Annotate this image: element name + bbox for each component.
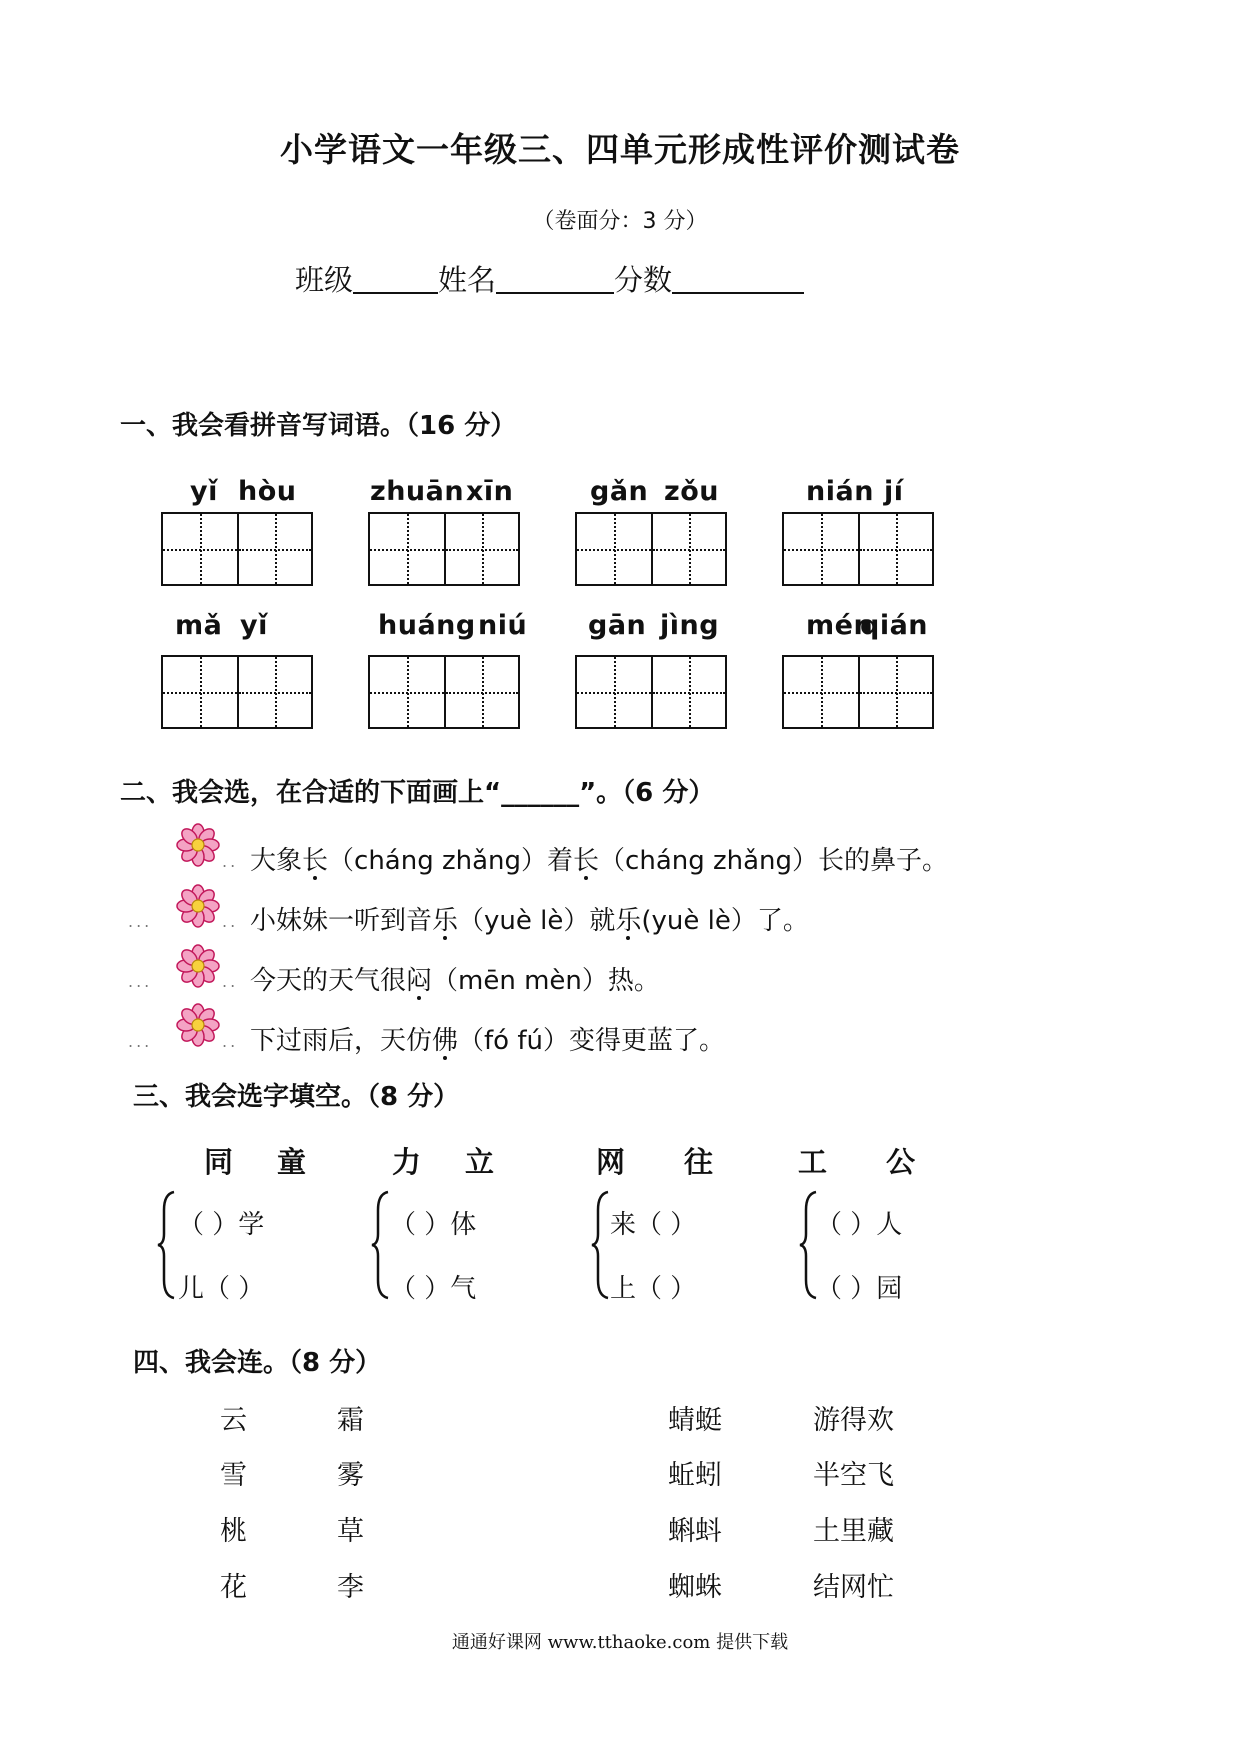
- pinyin: gǎn: [590, 476, 649, 507]
- fill-blank-item[interactable]: 上（ ）: [610, 1274, 697, 1304]
- match-word[interactable]: 李: [337, 1572, 364, 1603]
- section2-heading: 二、我会选，在合适的下面画上“______”。（6 分）: [120, 778, 715, 808]
- section1-heading: 一、我会看拼音写词语。（16 分）: [120, 411, 517, 441]
- match-word[interactable]: 游得欢: [813, 1405, 894, 1436]
- dotted-leader: ..: [222, 972, 239, 991]
- pinyin: qián: [860, 610, 929, 641]
- choice-char: 工: [798, 1145, 828, 1179]
- match-word[interactable]: 桃: [220, 1516, 247, 1547]
- match-word[interactable]: 云: [220, 1405, 247, 1436]
- writing-grid[interactable]: [782, 655, 934, 729]
- pinyin: zǒu: [664, 476, 719, 507]
- brace-icon: [156, 1190, 178, 1300]
- match-word[interactable]: 蜘蛛: [668, 1572, 722, 1603]
- dotted-leader: ...: [128, 912, 153, 931]
- writing-grid[interactable]: [782, 512, 934, 586]
- dotted-leader: ...: [128, 972, 153, 991]
- class-label: 班级: [295, 263, 354, 297]
- choice-char: 往: [684, 1145, 714, 1179]
- class-blank[interactable]: [353, 262, 438, 294]
- match-word[interactable]: 结网忙: [813, 1572, 894, 1603]
- match-word[interactable]: 花: [220, 1572, 247, 1603]
- dotted-leader: ...: [128, 1032, 153, 1051]
- match-word[interactable]: 雪: [220, 1460, 247, 1491]
- match-word[interactable]: 蚯蚓: [668, 1460, 722, 1491]
- writing-grid[interactable]: [368, 512, 520, 586]
- writing-grid[interactable]: [161, 655, 313, 729]
- flower-icon: [176, 823, 220, 867]
- sentence-2: 小妹妹一听到音乐（yuè lè）就乐(yuè lè）了。: [250, 906, 809, 936]
- choice-char: 力: [392, 1145, 422, 1179]
- dotted-leader: ..: [222, 852, 239, 871]
- fill-blank-item[interactable]: （ ）学: [178, 1210, 265, 1240]
- writing-grid[interactable]: [575, 655, 727, 729]
- match-word[interactable]: 土里藏: [813, 1516, 894, 1547]
- page-title: 小学语文一年级三、四单元形成性评价测试卷: [280, 130, 960, 169]
- fill-blank-item[interactable]: （ ）人: [816, 1210, 903, 1240]
- name-label: 姓名: [438, 263, 497, 297]
- fill-blank-item[interactable]: 来（ ）: [610, 1210, 697, 1240]
- pinyin: niú: [478, 610, 528, 641]
- choice-char: 网: [596, 1145, 626, 1179]
- name-blank[interactable]: [496, 262, 614, 294]
- writing-grid[interactable]: [575, 512, 727, 586]
- pinyin: huáng: [378, 610, 476, 641]
- pinyin: jí: [884, 476, 904, 507]
- section4-heading: 四、我会连。（8 分）: [133, 1348, 382, 1378]
- match-word[interactable]: 蜻蜓: [668, 1405, 722, 1436]
- writing-grid[interactable]: [368, 655, 520, 729]
- match-word[interactable]: 蝌蚪: [668, 1516, 722, 1547]
- flower-icon: [176, 1003, 220, 1047]
- page-subtitle: （卷面分：3 分）: [532, 209, 708, 234]
- brace-icon: [590, 1190, 612, 1300]
- fill-blank-item[interactable]: （ ）园: [816, 1274, 903, 1304]
- pinyin: nián: [806, 476, 874, 507]
- match-word[interactable]: 霜: [337, 1405, 364, 1436]
- pinyin: yǐ: [190, 476, 218, 507]
- sentence-4: 下过雨后，天仿佛（fó fú）变得更蓝了。: [250, 1026, 725, 1056]
- student-info: [295, 258, 804, 299]
- pinyin: yǐ: [240, 610, 268, 641]
- choice-char: 立: [465, 1145, 495, 1179]
- pinyin: mén: [806, 610, 874, 641]
- fill-blank-item[interactable]: 儿（ ）: [178, 1274, 265, 1304]
- sentence-1: 大象长（cháng zhǎng）着长（cháng zhǎng）长的鼻子。: [250, 846, 949, 876]
- flower-icon: [176, 944, 220, 988]
- dotted-leader: ..: [222, 1032, 239, 1051]
- score-label: 分数: [614, 263, 673, 297]
- footer-source: 通通好课网 www.tthaoke.com 提供下载: [451, 1632, 789, 1653]
- pinyin: jìng: [660, 610, 720, 641]
- fill-blank-item[interactable]: （ ）气: [390, 1274, 477, 1304]
- flower-icon: [176, 884, 220, 928]
- writing-grid[interactable]: [161, 512, 313, 586]
- pinyin: hòu: [238, 476, 297, 507]
- fill-blank-item[interactable]: （ ）体: [390, 1210, 477, 1240]
- score-blank[interactable]: [672, 262, 804, 294]
- choice-char: 同: [204, 1145, 234, 1179]
- pinyin: gān: [588, 610, 647, 641]
- brace-icon: [370, 1190, 392, 1300]
- match-word[interactable]: 草: [337, 1516, 364, 1547]
- match-word[interactable]: 雾: [337, 1460, 364, 1491]
- choice-char: 公: [886, 1145, 916, 1179]
- pinyin: zhuān: [370, 476, 465, 507]
- pinyin: xīn: [466, 476, 514, 507]
- dotted-leader: ..: [222, 912, 239, 931]
- match-word[interactable]: 半空飞: [813, 1460, 894, 1491]
- choice-char: 童: [277, 1145, 307, 1179]
- sentence-3: 今天的天气很闷（mēn mèn）热。: [250, 966, 660, 996]
- pinyin: mǎ: [175, 610, 223, 641]
- section3-heading: 三、我会选字填空。（8 分）: [133, 1082, 460, 1112]
